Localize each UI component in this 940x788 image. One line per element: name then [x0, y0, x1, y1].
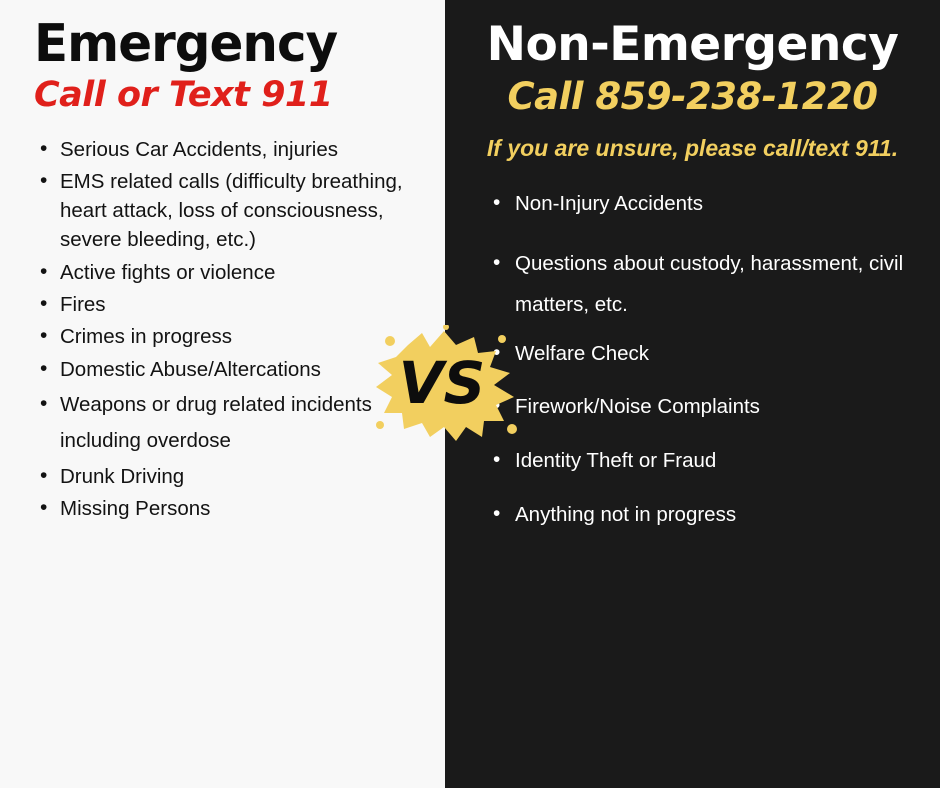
versus-badge [370, 325, 520, 445]
list-item: • Serious Car Accidents, injuries [34, 135, 425, 164]
list-item: • Fires [34, 290, 425, 319]
list-item: • Domestic Abuse/Altercations [34, 355, 425, 384]
list-item: • Identity Theft or Fraud [489, 446, 914, 476]
list-item: • Firework/Noise Complaints [489, 392, 914, 422]
non-emergency-phone-number: Call 859-238-1220 [507, 75, 878, 119]
emergency-title: Emergency [34, 14, 338, 74]
list-item: • Non-Injury Accidents [489, 189, 914, 219]
non-emergency-title: Non-Emergency [486, 17, 899, 72]
emergency-list [34, 135, 425, 524]
list-item: • Drunk Driving [34, 462, 425, 491]
list-item: • Active fights or violence [34, 258, 425, 287]
list-item: • Crimes in progress [34, 322, 425, 351]
emergency-subtitle: Call or Text 911 [34, 75, 333, 115]
versus-label: VS [398, 349, 486, 417]
list-item: • Missing Persons [34, 494, 425, 523]
non-emergency-list [489, 189, 914, 530]
list-item: • Anything not in progress [489, 500, 914, 530]
unsure-note: If you are unsure, please call/text 911. [486, 135, 899, 162]
list-item: • EMS related calls (difficulty breathing, heart attack, loss of consciousness, severe bleeding, etc.) [34, 167, 425, 255]
list-item: • Welfare Check [489, 339, 914, 369]
list-item: • Questions about custody, harassment, civil matters, etc. [489, 243, 914, 325]
list-item: • Weapons or drug related incidents including overdose [34, 387, 425, 459]
